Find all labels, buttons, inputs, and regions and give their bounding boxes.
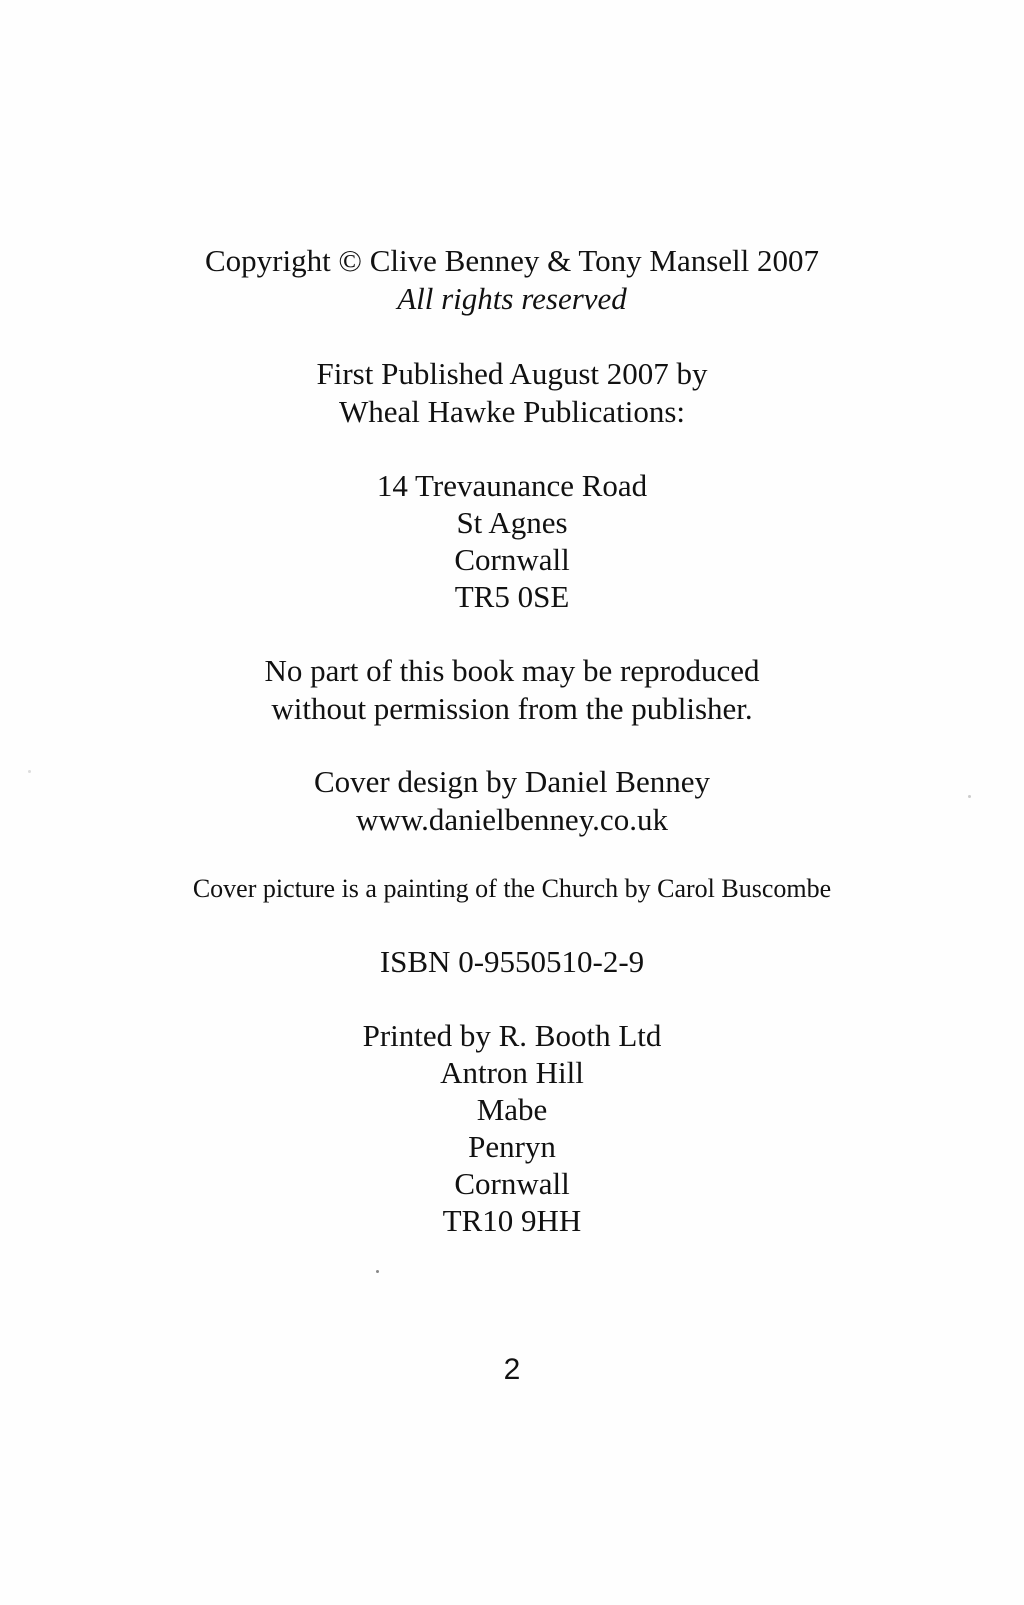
page-number: 2: [503, 1353, 521, 1386]
first-published-line: First Published August 2007 by: [316, 356, 708, 391]
cover-picture-credit: Cover picture is a painting of the Church by Carol Buscombe: [192, 874, 832, 903]
rights-reserved: All rights reserved: [397, 281, 627, 316]
printer-line: Printed by R. Booth Ltd: [362, 1018, 662, 1053]
printer-line: TR10 9HH: [442, 1203, 582, 1238]
printer-line: Mabe: [476, 1092, 548, 1127]
publisher-name: Wheal Hawke Publications:: [338, 394, 686, 429]
scan-speck: [28, 770, 31, 773]
reproduction-notice-line: without permission from the publisher.: [271, 691, 753, 726]
scan-speck: [376, 1270, 379, 1273]
publisher-address-line: 14 Trevaunance Road: [376, 468, 648, 503]
cover-design-credit: Cover design by Daniel Benney: [313, 764, 711, 799]
copyright-line: Copyright © Clive Benney & Tony Mansell 2007: [204, 243, 820, 278]
cover-design-website: www.danielbenney.co.uk: [356, 802, 668, 837]
isbn: ISBN 0-9550510-2-9: [379, 944, 645, 979]
scan-speck: [968, 795, 971, 798]
publisher-address-line: TR5 0SE: [454, 579, 570, 614]
printer-line: Penryn: [468, 1129, 556, 1164]
publisher-address-line: St Agnes: [456, 505, 568, 540]
printer-line: Antron Hill: [440, 1055, 584, 1090]
publisher-address-line: Cornwall: [454, 542, 570, 577]
reproduction-notice-line: No part of this book may be reproduced: [264, 653, 760, 688]
printer-line: Cornwall: [454, 1166, 570, 1201]
